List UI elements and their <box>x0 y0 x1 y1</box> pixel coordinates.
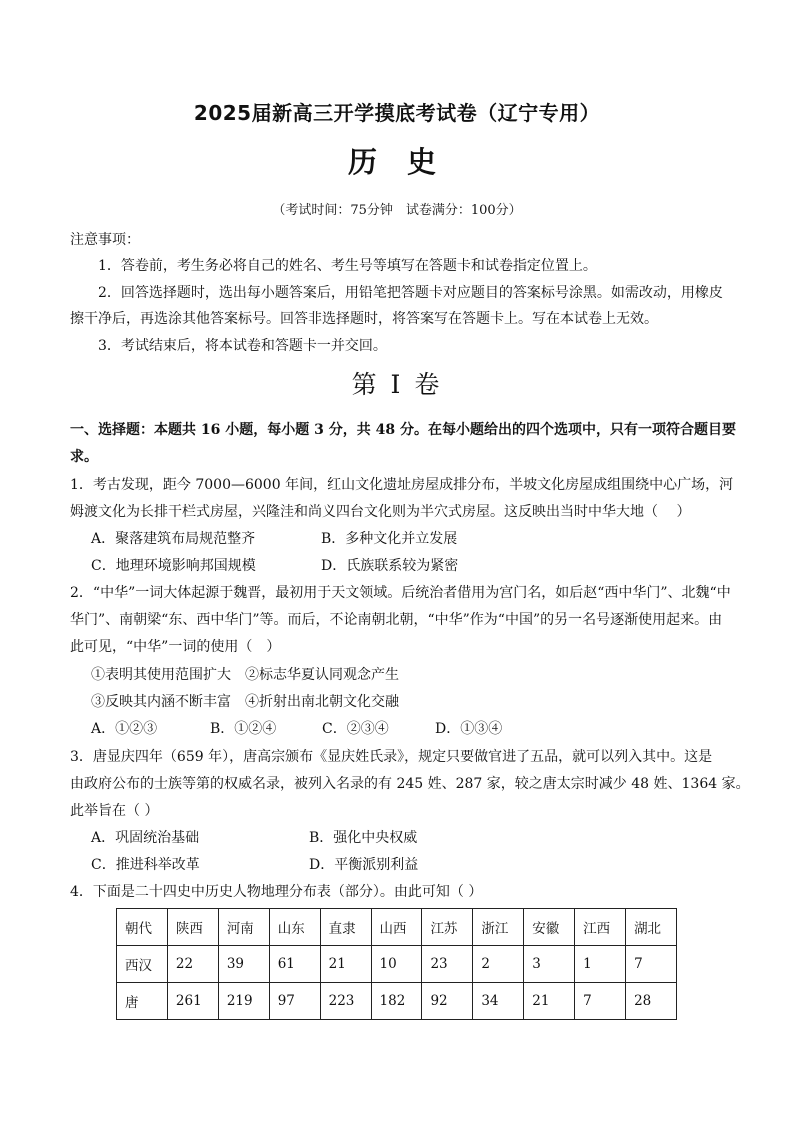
q2-stem-line3: 此可见，“中华”一词的使用（ ） <box>70 639 281 655</box>
table-header-cell: 安徽 <box>524 909 575 946</box>
table-cell: 61 <box>269 946 320 983</box>
table-header-cell: 山东 <box>269 909 320 946</box>
table-cell: 1 <box>575 946 626 983</box>
q3-option-b: B．强化中央权威 <box>309 830 418 846</box>
table-header-cell: 江西 <box>575 909 626 946</box>
table-header-cell: 湖北 <box>626 909 677 946</box>
table-cell: 22 <box>167 946 218 983</box>
table-cell: 西汉 <box>117 946 168 983</box>
q1-option-a: A．聚落建筑布局规范整齐 <box>91 531 256 547</box>
subject-title: 历 史 <box>347 145 447 179</box>
q1-option-d: D．氏族联系较为紧密 <box>321 558 459 574</box>
table-cell: 223 <box>320 983 371 1020</box>
table-header-cell: 朝代 <box>117 909 168 946</box>
exam-title: 2025届新高三开学摸底考试卷（辽宁专用） <box>193 101 601 125</box>
q2-option-c: C．②③④ <box>322 721 389 737</box>
table-row <box>117 946 677 983</box>
part1-intro-line1: 一、选择题：本题共 16 小题，每小题 3 分，共 48 分。在每小题给出的四个选项中，只有一项符合题目要 <box>70 422 736 438</box>
table-cell: 7 <box>626 946 677 983</box>
table-cell: 92 <box>422 983 473 1020</box>
q2-statements-1: ①表明其使用范围扩大 ②标志华夏认同观念产生 <box>91 667 399 683</box>
q3-stem-line3: 此举旨在（ ） <box>70 803 159 819</box>
table-header-cell: 浙江 <box>473 909 524 946</box>
table-header-row <box>117 909 677 946</box>
table-header-cell: 直隶 <box>320 909 371 946</box>
q2-option-d: D．①③④ <box>435 721 503 737</box>
table-cell: 21 <box>524 983 575 1020</box>
part1-intro-line2: 求。 <box>70 449 98 465</box>
section-title: 第 I 卷 <box>351 370 443 399</box>
q4-stem: 4．下面是二十四史中历史人物地理分布表（部分）。由此可知（ ） <box>70 884 483 900</box>
q1-option-b: B．多种文化并立发展 <box>321 531 458 547</box>
table-cell: 21 <box>320 946 371 983</box>
q3-stem-line1: 3．唐显庆四年（659 年），唐高宗颁布《显庆姓氏录》，规定只要做官进了五品，就可以列入其中。这是 <box>70 749 713 765</box>
table-cell: 23 <box>422 946 473 983</box>
table-cell: 261 <box>167 983 218 1020</box>
q2-stem-line2: 华门”、南朝梁“东、西中华门”等。而后，不论南朝北朝，“中华”作为“中国”的另一名号逐渐使用起来。由 <box>70 612 723 628</box>
q3-option-c: C．推进科举改革 <box>91 857 200 873</box>
table-header-cell: 河南 <box>218 909 269 946</box>
table-header-cell: 陕西 <box>167 909 218 946</box>
table-cell: 34 <box>473 983 524 1020</box>
table-cell: 3 <box>524 946 575 983</box>
q1-option-c: C．地理环境影响邦国规模 <box>91 558 256 574</box>
table-cell: 7 <box>575 983 626 1020</box>
q3-option-d: D．平衡派别利益 <box>309 857 419 873</box>
table-cell: 39 <box>218 946 269 983</box>
table-row <box>117 983 677 1020</box>
table-cell: 182 <box>371 983 422 1020</box>
table-cell: 2 <box>473 946 524 983</box>
distribution-table <box>116 908 677 1020</box>
notice-heading: 注意事项： <box>70 232 140 248</box>
table-header-cell: 山西 <box>371 909 422 946</box>
table-cell: 28 <box>626 983 677 1020</box>
exam-time-info: （考试时间：75分钟 试卷满分：100分） <box>272 203 522 218</box>
notice-item-2: 2．回答选择题时，选出每小题答案后，用铅笔把答题卡对应题目的答案标号涂黑。如需改动，用橡皮 <box>98 285 723 301</box>
q2-option-b: B．①②④ <box>210 721 277 737</box>
table-cell: 219 <box>218 983 269 1020</box>
q3-stem-line2: 由政府公布的士族等第的权威名录，被列入名录的有 245 姓、287 家，较之唐太宗时减少 48 姓、1364 家。 <box>70 776 750 792</box>
table-cell: 10 <box>371 946 422 983</box>
q1-stem-line1: 1．考古发现，距今 7000—6000 年间，红山文化遗址房屋成排分布，半坡文化房屋成组围绕中心广场，河 <box>70 477 734 493</box>
q2-option-a: A．①②③ <box>91 721 158 737</box>
notice-item-1: 1．答卷前，考生务必将自己的姓名、考生号等填写在答题卡和试卷指定位置上。 <box>98 258 597 274</box>
table-cell: 唐 <box>117 983 168 1020</box>
notice-item-3: 3．考试结束后，将本试卷和答题卡一并交回。 <box>98 338 387 354</box>
table-cell: 97 <box>269 983 320 1020</box>
q1-stem-line2: 姆渡文化为长排干栏式房屋，兴隆洼和尚义四台文化则为半穴式房屋。这反映出当时中华大地（ ） <box>70 504 691 520</box>
q2-stem-line1: 2．“中华”一词大体起源于魏晋，最初用于天文领域。后统治者借用为宫门名，如后赵“西中华门”、北魏“中 <box>70 585 731 601</box>
q2-statements-2: ③反映其内涵不断丰富 ④折射出南北朝文化交融 <box>91 694 399 710</box>
table-header-cell: 江苏 <box>422 909 473 946</box>
q3-option-a: A．巩固统治基础 <box>91 830 200 846</box>
notice-item-2-cont: 擦干净后，再选涂其他答案标号。回答非选择题时，将答案写在答题卡上。写在本试卷上无效。 <box>70 311 658 327</box>
